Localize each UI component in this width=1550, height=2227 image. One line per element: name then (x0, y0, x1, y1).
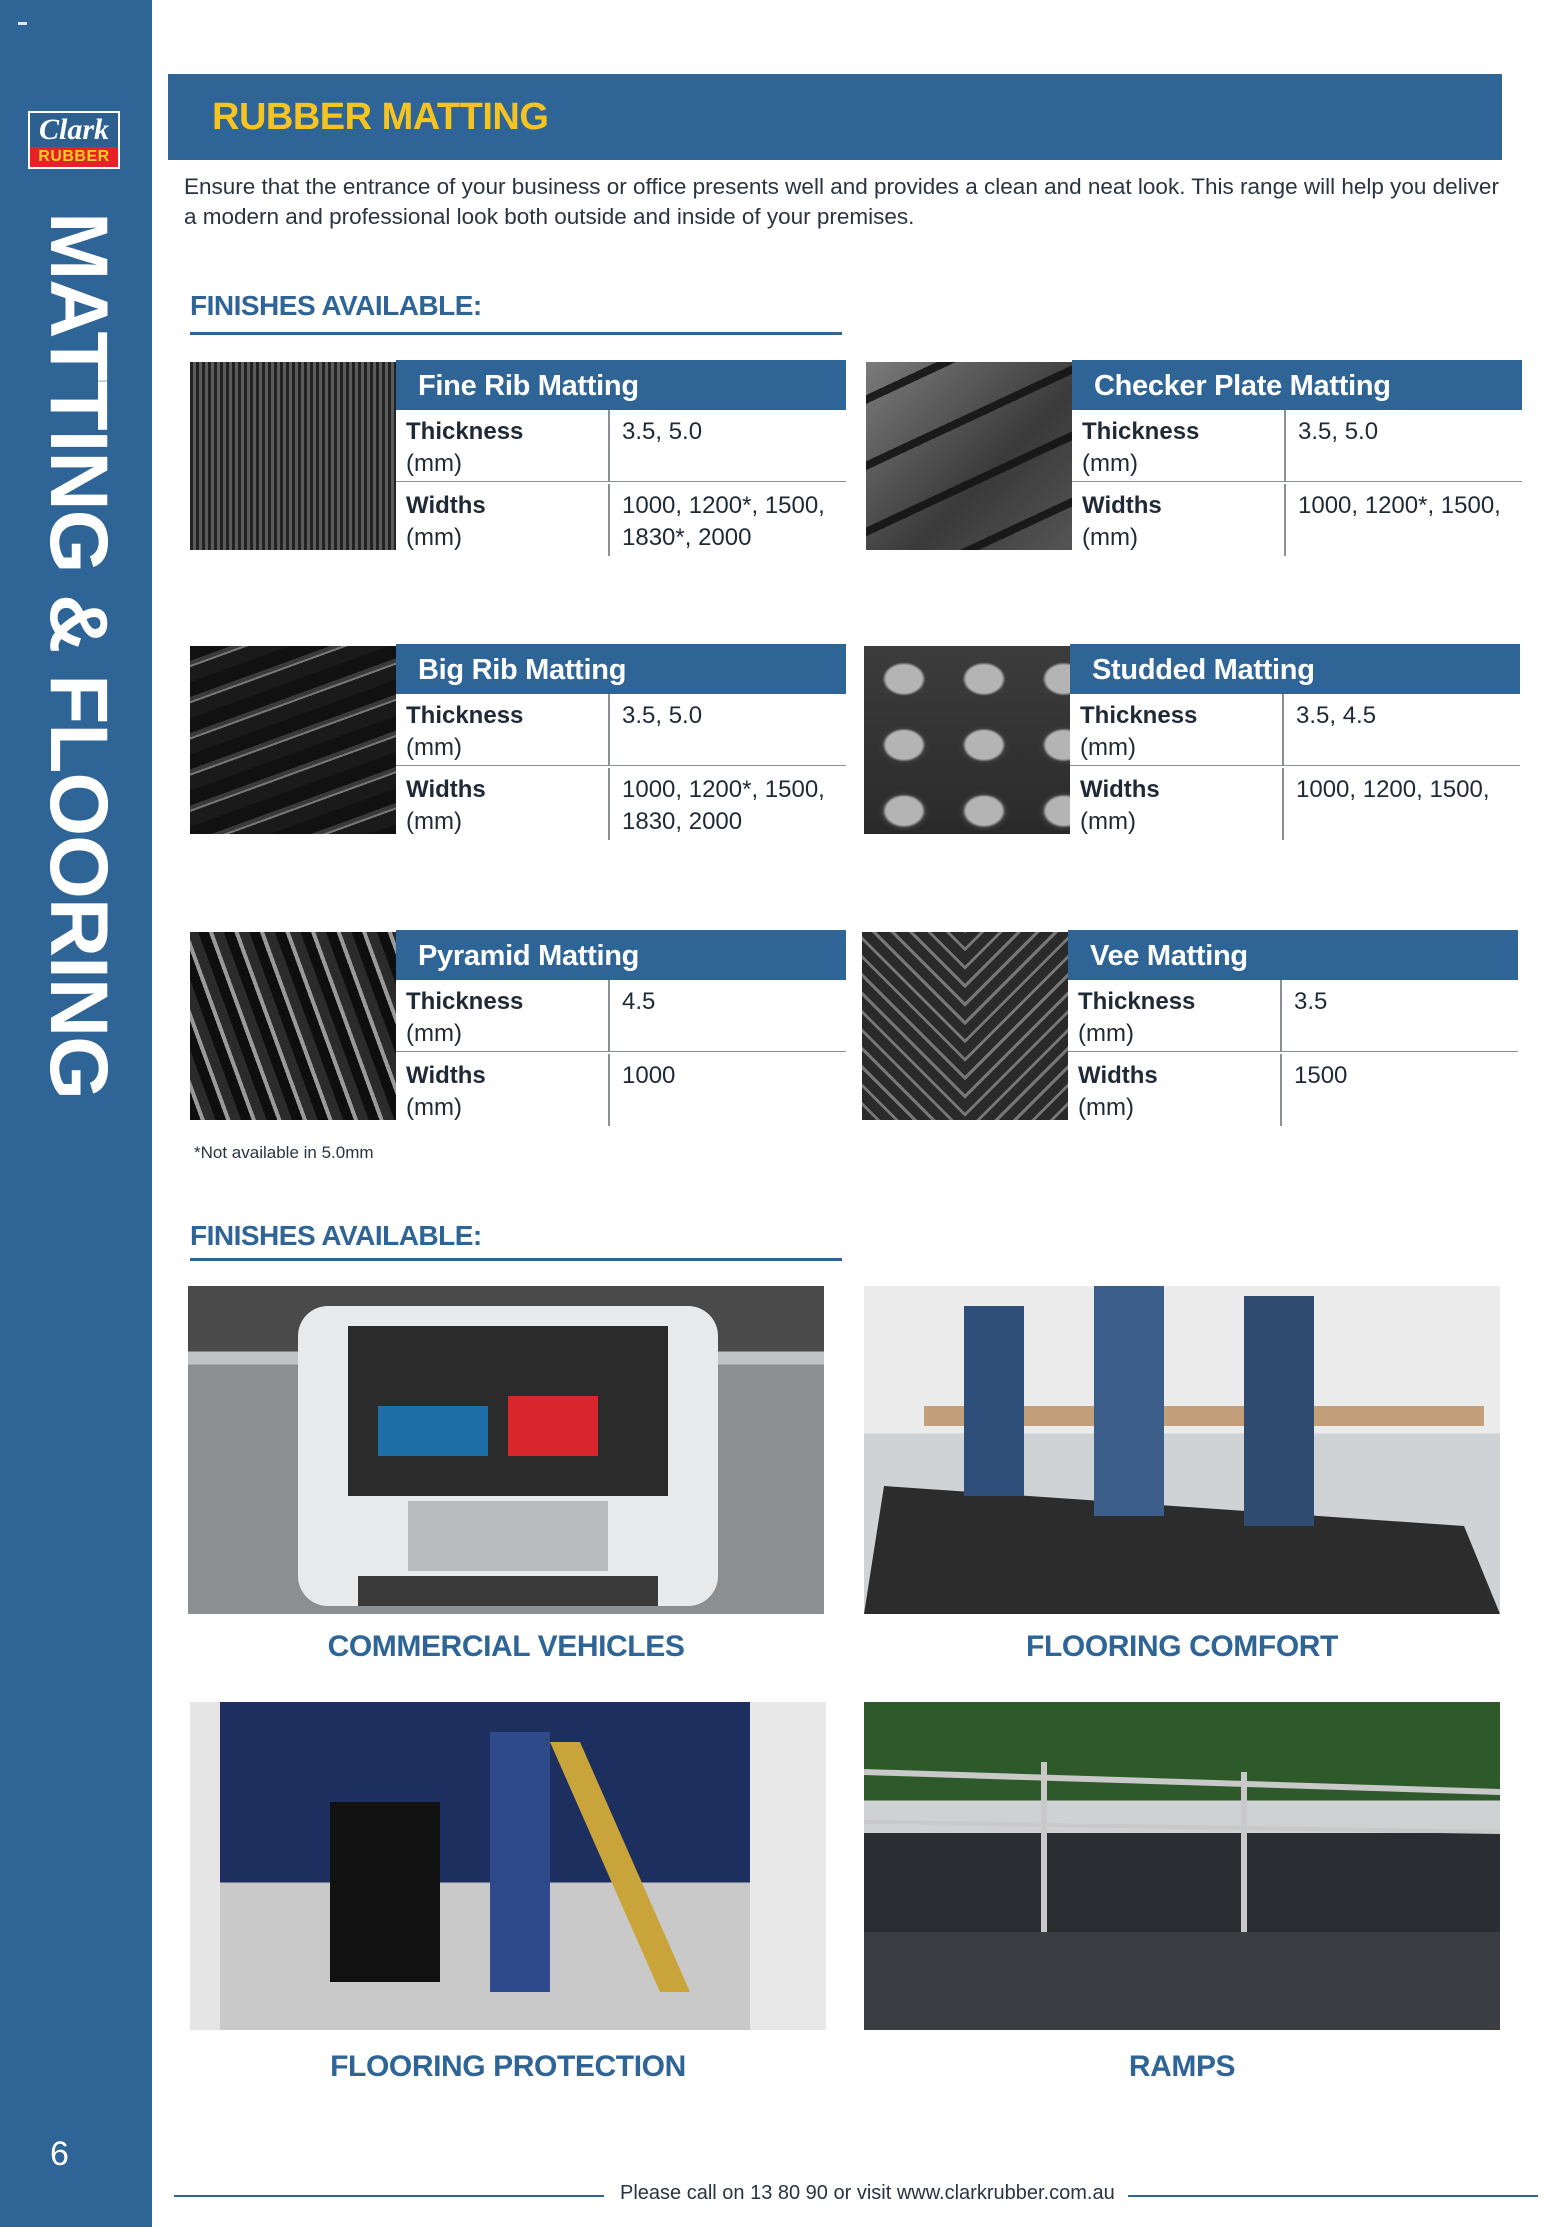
page-header (168, 74, 1502, 160)
widths-label: Widths (mm) (406, 776, 486, 835)
logo-wordmark: Clark (30, 113, 118, 147)
widths-row (1070, 768, 1520, 840)
thickness-label: Thickness (mm) (1078, 988, 1196, 1047)
widths-label: Widths (mm) (406, 492, 486, 551)
product-card-header (1070, 644, 1520, 694)
thickness-row (1070, 694, 1520, 766)
section-heading-finishes-2: FINISHES AVAILABLE: (190, 1220, 482, 1251)
column-divider (608, 410, 610, 482)
checker-plate-swatch (866, 362, 1072, 550)
caption-commercial-vehicles: COMMERCIAL VEHICLES (327, 1630, 685, 1663)
widths-value: 1000, 1200*, 1500, (1298, 492, 1501, 519)
flooring-comfort-photo (864, 1286, 1500, 1614)
studded-swatch (864, 646, 1070, 834)
thickness-label: Thickness (mm) (406, 988, 524, 1047)
widths-label: Widths (mm) (406, 1062, 486, 1121)
flooring-protection-photo (190, 1702, 826, 2030)
vee-swatch (862, 932, 1068, 1120)
column-divider (1282, 768, 1284, 840)
caption-ramps: RAMPS (1128, 2050, 1236, 2083)
commercial-vehicles-photo (188, 1286, 824, 1614)
footer-rule-left (174, 2195, 604, 2197)
footer-contact: Please call on 13 80 90 or visit www.clarkrubber.com.au (620, 2182, 1115, 2204)
widths-row (1072, 484, 1522, 556)
column-divider (608, 484, 610, 556)
footer-rule-right (1128, 2195, 1538, 2197)
product-name: Big Rib Matting (418, 654, 627, 686)
intro-paragraph: Ensure that the entrance of your business or office presents well and provides a clean and neat look. This range will help you deliver a modern and professional look both outside and inside of your premises. (184, 174, 1499, 229)
thickness-row (1072, 410, 1522, 482)
product-card-studded[interactable] (864, 644, 1520, 840)
product-card-big-rib[interactable] (190, 644, 846, 840)
widths-value: 1000, 1200*, 1500, 1830, 2000 (622, 776, 825, 835)
widths-row (396, 484, 846, 556)
sidebar-title: MATTING & FLOORING (33, 212, 124, 1099)
column-divider (1282, 694, 1284, 766)
product-card-fine-rib[interactable] (190, 360, 846, 556)
thickness-value: 3.5, 5.0 (622, 418, 703, 445)
column-divider (608, 694, 610, 766)
thickness-label: Thickness (mm) (406, 702, 524, 761)
widths-label: Widths (mm) (1082, 492, 1162, 551)
section-rule (190, 1258, 842, 1261)
product-name: Vee Matting (1090, 940, 1248, 972)
product-name: Studded Matting (1092, 654, 1315, 686)
thickness-label: Thickness (mm) (406, 418, 524, 477)
thickness-row (396, 410, 846, 482)
section-rule (190, 332, 842, 335)
thickness-label: Thickness (mm) (1080, 702, 1198, 761)
product-name: Pyramid Matting (418, 940, 640, 972)
product-name: Checker Plate Matting (1094, 370, 1391, 402)
widths-label: Widths (mm) (1078, 1062, 1158, 1121)
sidebar-mark (18, 22, 27, 25)
product-card-header (396, 644, 846, 694)
column-divider (1284, 410, 1286, 482)
product-card-header (396, 360, 846, 410)
column-divider (608, 768, 610, 840)
widths-value: 1000, 1200, 1500, (1296, 776, 1490, 803)
pyramid-swatch (190, 932, 396, 1120)
logo-subtitle: RUBBER (30, 147, 118, 167)
thickness-value: 3.5 (1294, 988, 1328, 1015)
product-card-header (1072, 360, 1522, 410)
thickness-label: Thickness (mm) (1082, 418, 1200, 477)
page-title: RUBBER MATTING (212, 96, 549, 138)
footnote: *Not available in 5.0mm (194, 1143, 374, 1162)
widths-row (396, 1054, 846, 1126)
thickness-value: 3.5, 5.0 (1298, 418, 1379, 445)
product-card-vee[interactable] (862, 930, 1518, 1126)
thickness-row (1068, 980, 1518, 1052)
section-heading-finishes: FINISHES AVAILABLE: (190, 290, 482, 321)
thickness-row (396, 694, 846, 766)
widths-row (396, 768, 846, 840)
column-divider (608, 1054, 610, 1126)
page-number: 6 (50, 2135, 69, 2173)
ramps-photo (864, 1702, 1500, 2030)
caption-flooring-protection: FLOORING PROTECTION (330, 2050, 686, 2083)
caption-flooring-comfort: FLOORING COMFORT (1026, 1630, 1338, 1663)
widths-label: Widths (mm) (1080, 776, 1160, 835)
product-name: Fine Rib Matting (418, 370, 639, 402)
column-divider (1280, 980, 1282, 1052)
product-card-checker-plate[interactable] (866, 360, 1522, 556)
sidebar (0, 0, 152, 2227)
product-card-header (396, 930, 846, 980)
fine-rib-swatch (190, 362, 396, 550)
product-card-header (1068, 930, 1518, 980)
thickness-row (396, 980, 846, 1052)
widths-row (1068, 1054, 1518, 1126)
widths-value: 1000 (622, 1062, 676, 1089)
column-divider (608, 980, 610, 1052)
column-divider (1284, 484, 1286, 556)
product-card-pyramid[interactable] (190, 930, 846, 1126)
thickness-value: 3.5, 4.5 (1296, 702, 1377, 729)
thickness-value: 4.5 (622, 988, 656, 1015)
widths-value: 1000, 1200*, 1500, 1830*, 2000 (622, 492, 825, 551)
widths-value: 1500 (1294, 1062, 1348, 1089)
big-rib-swatch (190, 646, 396, 834)
column-divider (1280, 1054, 1282, 1126)
thickness-value: 3.5, 5.0 (622, 702, 703, 729)
clark-rubber-logo[interactable] (28, 111, 120, 169)
